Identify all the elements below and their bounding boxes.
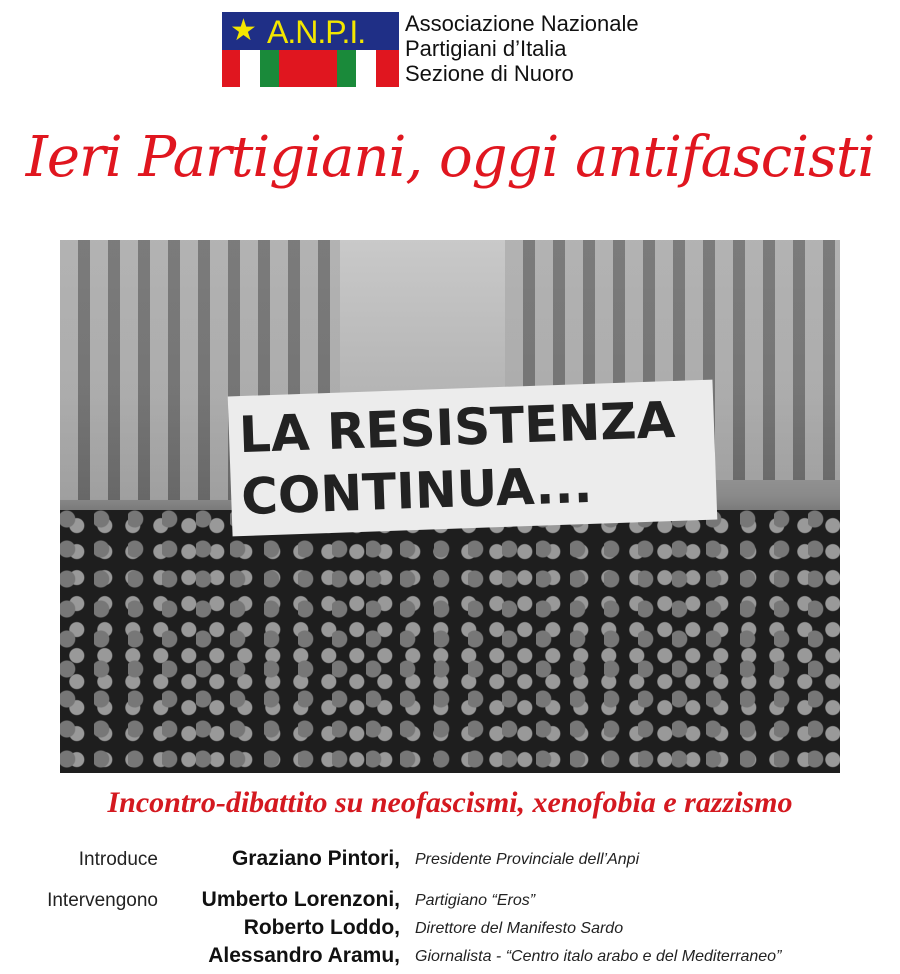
speaker-role: Direttore del Manifesto Sardo	[415, 920, 624, 937]
speaker-row	[0, 943, 900, 969]
organization-name	[405, 11, 639, 86]
speaker-label: Introduce	[78, 849, 158, 870]
speaker-name: Alessandro Aramu,	[208, 944, 400, 967]
org-line: Associazione Nazionale	[405, 11, 639, 36]
logo-acronym: A.N.P.I.	[267, 14, 366, 50]
protest-banner	[228, 380, 718, 537]
logo-blue-band	[222, 12, 399, 50]
speaker-row	[0, 846, 900, 872]
org-line: Sezione di Nuoro	[405, 61, 574, 86]
speaker-name: Umberto Lorenzoni,	[201, 888, 400, 911]
speaker-name: Roberto Loddo,	[243, 916, 400, 939]
star-icon: ★	[230, 14, 257, 47]
speaker-name: Graziano Pintori,	[231, 847, 400, 870]
anpi-logo	[222, 12, 399, 87]
banner-line: CONTINUA...	[240, 455, 594, 527]
speaker-role: Giornalista - “Centro italo arabo e del Mediterraneo”	[415, 948, 782, 965]
speaker-row	[0, 887, 900, 913]
historical-photo	[60, 240, 840, 773]
poster-title: Ieri Partigiani, oggi antifascisti	[25, 125, 875, 190]
event-subtitle: Incontro-dibattito su neofascismi, xenofobia e razzismo	[107, 786, 793, 819]
speaker-role: Presidente Provinciale dell’Anpi	[415, 851, 640, 868]
speaker-row	[0, 915, 900, 941]
logo-flag-stripes	[222, 50, 399, 87]
crowd	[60, 510, 840, 773]
speaker-label: Intervengono	[47, 890, 158, 911]
org-line: Partigiani d’Italia	[405, 36, 567, 61]
speaker-role: Partigiano “Eros”	[415, 892, 536, 909]
banner-line: LA RESISTENZA	[238, 390, 677, 465]
